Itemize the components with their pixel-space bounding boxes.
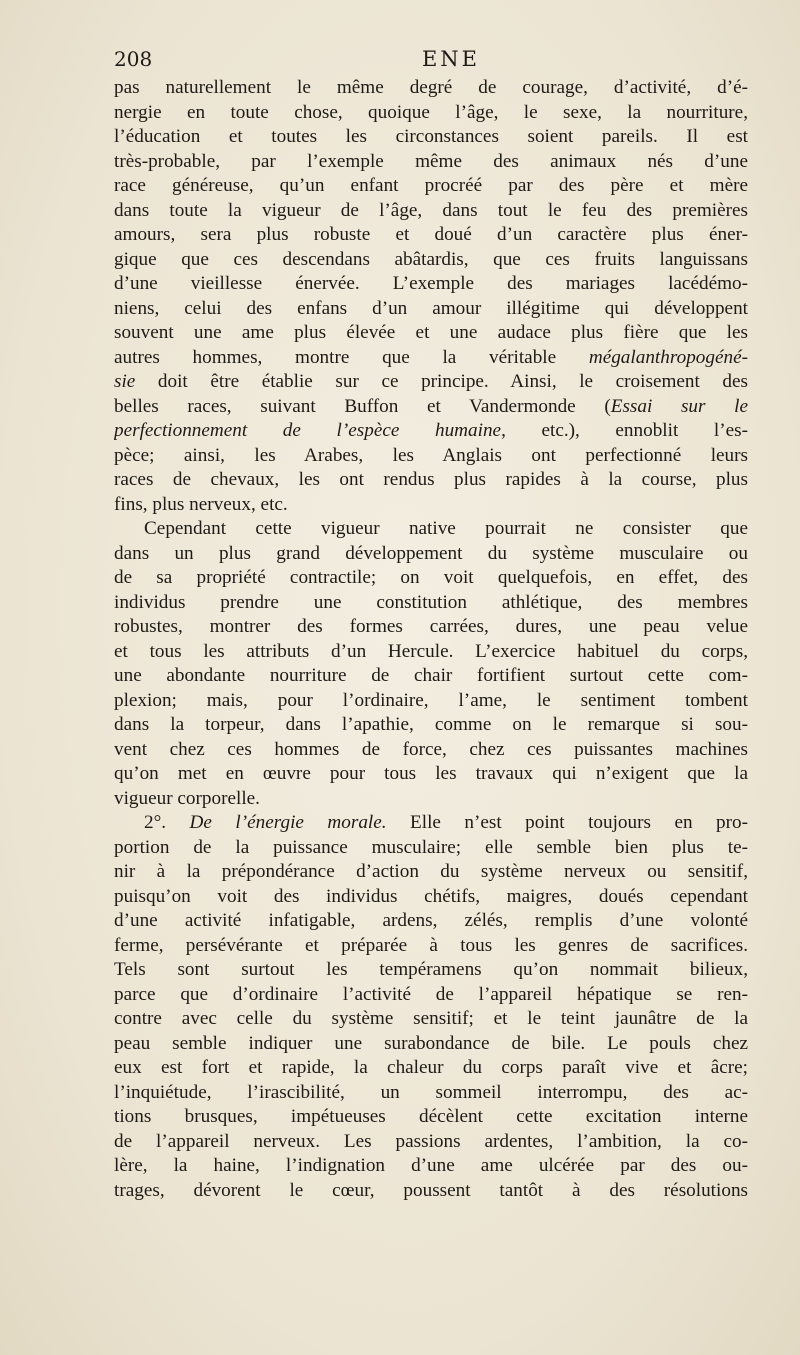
text-run: pas naturellement le même degré de courage, d’activité, d’é-	[114, 77, 748, 98]
text-run: peau semble indiquer une surabondance de bile. Le pouls chez	[114, 1032, 748, 1054]
text-run: pèce; ainsi, les Arabes, les Anglais ont perfectionné leurs	[114, 444, 748, 466]
text-run: de l’appareil nerveux. Les passions ardentes, l’ambition, la co-	[114, 1130, 748, 1152]
text-line	[114, 566, 748, 591]
text-run: autres hommes, montre que la véritable	[114, 346, 589, 368]
text-line	[114, 419, 748, 444]
text-line	[114, 885, 748, 910]
text-line	[114, 958, 748, 983]
text-line	[114, 444, 748, 469]
text-line	[114, 1056, 748, 1081]
text-run: nir à la prépondérance d’action du système nerveux ou sensitif,	[114, 861, 748, 882]
text-run: dans la torpeur, dans l’apathie, comme on le remarque si sou-	[114, 714, 748, 735]
text-line	[114, 272, 748, 297]
text-run: robustes, montrer des formes carrées, dures, une peau velue	[114, 616, 748, 637]
text-run: vigueur corporelle.	[114, 787, 260, 809]
page-header	[114, 44, 748, 74]
text-run: doit être établie sur ce principe. Ainsi, le croisement des	[135, 371, 748, 392]
text-line	[114, 836, 748, 861]
text-run: qu’on met en œuvre pour tous les travaux qui n’exigent que la	[114, 763, 748, 784]
text-line	[114, 395, 748, 420]
text-run: dans toute la vigueur de l’âge, dans tout le feu des premières	[114, 199, 748, 221]
text-line	[114, 517, 748, 542]
text-line	[114, 346, 748, 371]
text-line	[114, 468, 748, 493]
text-run: eux est fort et rapide, la chaleur du corps paraît vive et âcre;	[114, 1057, 748, 1078]
text-line	[114, 689, 748, 714]
text-run: belles races, suivant Buffon et Vandermonde (	[114, 395, 611, 417]
text-run: l’inquiétude, l’irascibilité, un sommeil interrompu, des ac-	[114, 1081, 748, 1103]
body-text	[114, 76, 748, 1203]
page-number: 208	[114, 47, 153, 71]
text-run: niens, celui des enfans d’un amour illégitime qui développent	[114, 297, 748, 319]
paragraph	[114, 517, 748, 811]
text-line	[114, 493, 748, 518]
text-line	[114, 297, 748, 322]
text-line	[114, 1154, 748, 1179]
text-line	[114, 738, 748, 763]
running-head: ENE	[421, 47, 481, 71]
text-line	[114, 370, 748, 395]
text-line	[114, 223, 748, 248]
text-run: très-probable, par l’exemple même des animaux nés d’une	[114, 150, 748, 172]
text-line	[114, 591, 748, 616]
text-line	[114, 1081, 748, 1106]
italic-text: De l’énergie morale.	[189, 812, 387, 833]
text-run: race généreuse, qu’un enfant procréé par des père et mère	[114, 175, 748, 196]
text-line	[114, 860, 748, 885]
paragraph	[114, 76, 748, 517]
text-line	[114, 125, 748, 150]
italic-text: sie	[114, 371, 136, 392]
text-run: fins, plus nerveux, etc.	[114, 493, 288, 515]
paragraph	[114, 811, 748, 1203]
text-run: une abondante nourriture de chair fortifient surtout cette com-	[114, 665, 748, 686]
text-run: portion de la puissance musculaire; elle semble bien plus te-	[114, 836, 748, 858]
text-line	[114, 762, 748, 787]
italic-text: mégalanthropogéné-	[588, 346, 748, 368]
text-line	[114, 174, 748, 199]
text-line	[114, 640, 748, 665]
text-run: puisqu’on voit des individus chétifs, maigres, doués cependant	[114, 885, 748, 907]
text-run: vent chez ces hommes de force, chez ces puissantes machines	[114, 738, 748, 760]
text-run: d’une vieillesse énervée. L’exemple des mariages lacédémo-	[114, 273, 748, 294]
text-line	[114, 811, 748, 836]
text-run: parce que d’ordinaire l’activité de l’appareil hépatique se ren-	[114, 983, 748, 1005]
text-line	[114, 150, 748, 175]
text-run: amours, sera plus robuste et doué d’un caractère plus éner-	[114, 224, 748, 245]
text-run: individus prendre une constitution athlétique, des membres	[114, 591, 748, 613]
text-line	[114, 664, 748, 689]
text-line	[114, 1032, 748, 1057]
text-line	[114, 934, 748, 959]
text-line	[114, 909, 748, 934]
text-run: Elle n’est point toujours en pro-	[386, 812, 748, 833]
text-run: , etc.), ennoblit l’es-	[501, 420, 748, 441]
text-line	[114, 199, 748, 224]
text-run: trages, dévorent le cœur, poussent tantôt à des résolutions	[114, 1179, 748, 1201]
text-line	[114, 713, 748, 738]
italic-text: perfectionnement de l’espèce humaine	[114, 420, 502, 441]
text-line	[114, 321, 748, 346]
text-run: nergie en toute chose, quoique l’âge, le sexe, la nourriture,	[114, 101, 748, 123]
text-line	[114, 248, 748, 273]
text-line	[114, 983, 748, 1008]
text-line	[114, 1179, 748, 1204]
text-run: d’une activité infatigable, ardens, zélés, remplis d’une volonté	[114, 910, 748, 931]
text-line	[114, 1105, 748, 1130]
text-line	[114, 615, 748, 640]
text-run: tions brusques, impétueuses décèlent cette excitation interne	[114, 1106, 748, 1127]
text-line	[114, 1130, 748, 1155]
text-run: et tous les attributs d’un Hercule. L’exercice habituel du corps,	[114, 640, 748, 662]
text-run: races de chevaux, les ont rendus plus rapides à la course, plus	[114, 469, 748, 490]
text-run: Cependant cette vigueur native pourrait ne consister que	[144, 518, 748, 539]
text-run: ferme, persévérante et préparée à tous les genres de sacrifices.	[114, 934, 748, 956]
text-run: contre avec celle du système sensitif; et le teint jaunâtre de la	[114, 1008, 748, 1029]
text-run: l’éducation et toutes les circonstances soient pareils. Il est	[114, 126, 748, 147]
italic-text: Essai sur le	[610, 395, 748, 417]
text-run: dans un plus grand développement du système musculaire ou	[114, 542, 748, 564]
text-run: gique que ces descendans abâtardis, que ces fruits languissans	[114, 248, 748, 270]
text-line	[114, 76, 748, 101]
text-line	[114, 542, 748, 567]
text-run: de sa propriété contractile; on voit quelquefois, en effet, des	[114, 567, 748, 588]
text-run: lère, la haine, l’indignation d’une ame ulcérée par des ou-	[114, 1155, 748, 1176]
text-run: plexion; mais, pour l’ordinaire, l’ame, le sentiment tombent	[114, 689, 748, 711]
text-line	[114, 1007, 748, 1032]
text-line	[114, 101, 748, 126]
text-line	[114, 787, 748, 812]
text-run: souvent une ame plus élevée et une audace plus fière que les	[114, 322, 748, 343]
text-run: 2°.	[144, 812, 190, 833]
text-run: Tels sont surtout les tempéramens qu’on nommait bilieux,	[114, 959, 748, 980]
